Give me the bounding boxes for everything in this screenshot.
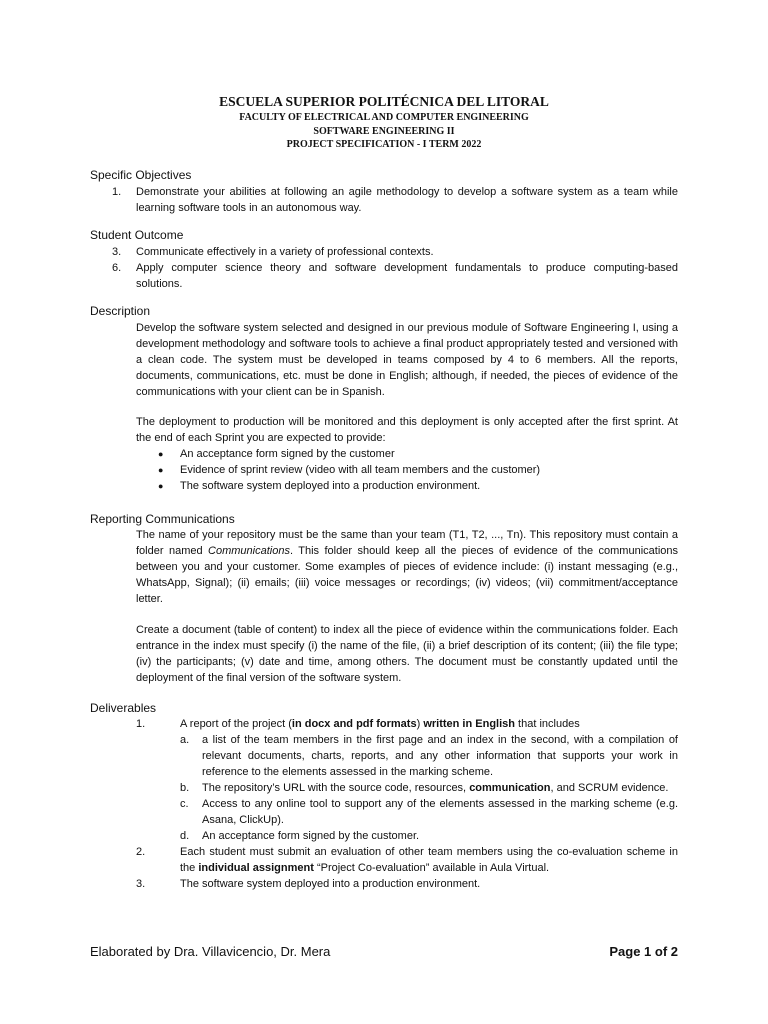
bold-text: in docx and pdf formats <box>291 718 417 730</box>
text-run: , and SCRUM evidence. <box>550 782 669 794</box>
sub-item-text: Access to any online tool to support any of the elements assessed in the marking scheme (e.g. Asana, ClickUp). <box>202 798 678 826</box>
objectives-list <box>0 184 768 216</box>
item-text: Apply computer science theory and software development fundamentals to produce computing-based solutions. <box>136 262 678 290</box>
list-item <box>0 260 768 292</box>
sub-item <box>0 732 768 780</box>
sub-item-letter: c. <box>180 798 189 810</box>
list-item <box>0 876 768 892</box>
bullet-item <box>0 462 768 478</box>
item-number: 3. <box>136 878 146 890</box>
footer-author: Elaborated by Dra. Villavicencio, Dr. Mera <box>90 944 331 959</box>
objectives-heading: Specific Objectives <box>90 168 192 182</box>
description-paragraph-2: The deployment to production will be monitored and this deployment is only accepted after the first sprint. At the end of each Sprint you are expected to provide: <box>136 416 678 444</box>
sub-item <box>0 796 768 828</box>
outcome-list <box>0 244 768 292</box>
list-item <box>0 184 768 216</box>
reporting-paragraph-1 <box>136 527 678 607</box>
text-run: . This folder should keep all the pieces of evidence of the communications between you and your customer. Some examples of pieces of evidence include: (i) instant messaging (e.g., WhatsApp, Signal); (ii) emails; (iii) voice messages or recordings; (iv) videos; (vii) commitment/acceptance letter. <box>136 545 678 605</box>
item-number: 2. <box>136 846 146 858</box>
bullet-icon: ● <box>158 481 164 491</box>
sub-item-text <box>202 780 678 796</box>
faculty-title: FACULTY OF ELECTRICAL AND COMPUTER ENGINEERING <box>239 112 529 123</box>
item-number: 1. <box>136 718 146 730</box>
text-run: Each student must submit an evaluation of other team members using the co-evaluation scheme in the <box>180 846 678 874</box>
deliverables-list <box>0 716 768 892</box>
sub-item <box>0 780 768 796</box>
list-item <box>0 244 768 260</box>
sub-item <box>0 828 768 844</box>
bullet-icon: ● <box>158 449 164 459</box>
item-number: 3. <box>112 246 122 258</box>
sprint-deliverables-list <box>0 446 768 494</box>
text-run: “Project Co-evaluation” available in Aula Virtual. <box>313 862 550 874</box>
item-text: Communicate effectively in a variety of professional contexts. <box>136 246 434 258</box>
bullet-item <box>0 478 768 494</box>
text-run: that includes <box>514 718 580 730</box>
item-text <box>180 844 678 876</box>
page-number: Page 1 of 2 <box>609 944 678 959</box>
item-text: The software system deployed into a production environment. <box>180 878 481 890</box>
sub-item-letter: d. <box>180 830 190 842</box>
text-run: A report of the project ( <box>180 718 292 730</box>
description-paragraph-1: Develop the software system selected and designed in our previous module of Software Engineering I, using a development methodology and software tools to achieve a final product appropriately tested and versioned with a clean code. The system must be developed in teams composed by 4 to 6 members. All the reports, documents, communications, etc. must be done in English; although, if needed, the pieces of evidence of the communications with your client can be in Spanish. <box>136 322 678 398</box>
sub-item-letter: b. <box>180 782 190 794</box>
institution-title: ESCUELA SUPERIOR POLITÉCNICA DEL LITORAL <box>219 94 549 109</box>
emphasis-text: Communications <box>208 545 290 557</box>
item-text <box>180 716 678 732</box>
description-heading: Description <box>90 304 151 318</box>
bold-text: written in English <box>423 718 515 730</box>
bullet-text: The software system deployed into a production environment. <box>180 480 481 492</box>
deliverables-heading: Deliverables <box>90 701 157 715</box>
bold-text: individual assignment <box>198 862 314 874</box>
bold-text: communication <box>469 782 551 794</box>
bullet-icon: ● <box>158 465 164 475</box>
text-run: The name of your repository must be the same than your team (T1, T2, ..., Tn). This repository must contain a folder named <box>136 529 678 557</box>
sub-item-letter: a. <box>180 734 190 746</box>
item-number: 1. <box>112 186 122 198</box>
reporting-heading: Reporting Communications <box>90 512 235 526</box>
sub-item-text: An acceptance form signed by the customer. <box>202 830 420 842</box>
text-run: The repository’s URL with the source code, resources, <box>202 782 470 794</box>
spec-title: PROJECT SPECIFICATION - I TERM 2022 <box>286 139 482 150</box>
course-title: SOFTWARE ENGINEERING II <box>313 126 455 137</box>
text-run: ) <box>416 718 424 730</box>
item-number: 6. <box>112 262 122 274</box>
outcome-heading: Student Outcome <box>90 228 184 242</box>
item-text: Demonstrate your abilities at following an agile methodology to develop a software system as a team while learning software tools in an autonomous way. <box>136 186 678 214</box>
sub-item-text: a list of the team members in the first page and an index in the second, with a compilation of relevant documents, charts, reports, and any other information that supports your work in reference to the elements assessed in the marking scheme. <box>202 734 678 778</box>
list-item <box>0 716 768 732</box>
bullet-text: Evidence of sprint review (video with all team members and the customer) <box>180 464 541 476</box>
bullet-text: An acceptance form signed by the customer <box>180 448 395 460</box>
reporting-paragraph-2: Create a document (table of content) to index all the piece of evidence within the communications folder. Each entrance in the index must specify (i) the name of the file, (ii) a brief description of its content; (iii) the file type; (iv) the participants; (v) date and time, among others. The document must be constantly updated until the deployment of the final version of the software system. <box>136 624 678 684</box>
list-item <box>0 844 768 876</box>
bullet-item <box>0 446 768 462</box>
